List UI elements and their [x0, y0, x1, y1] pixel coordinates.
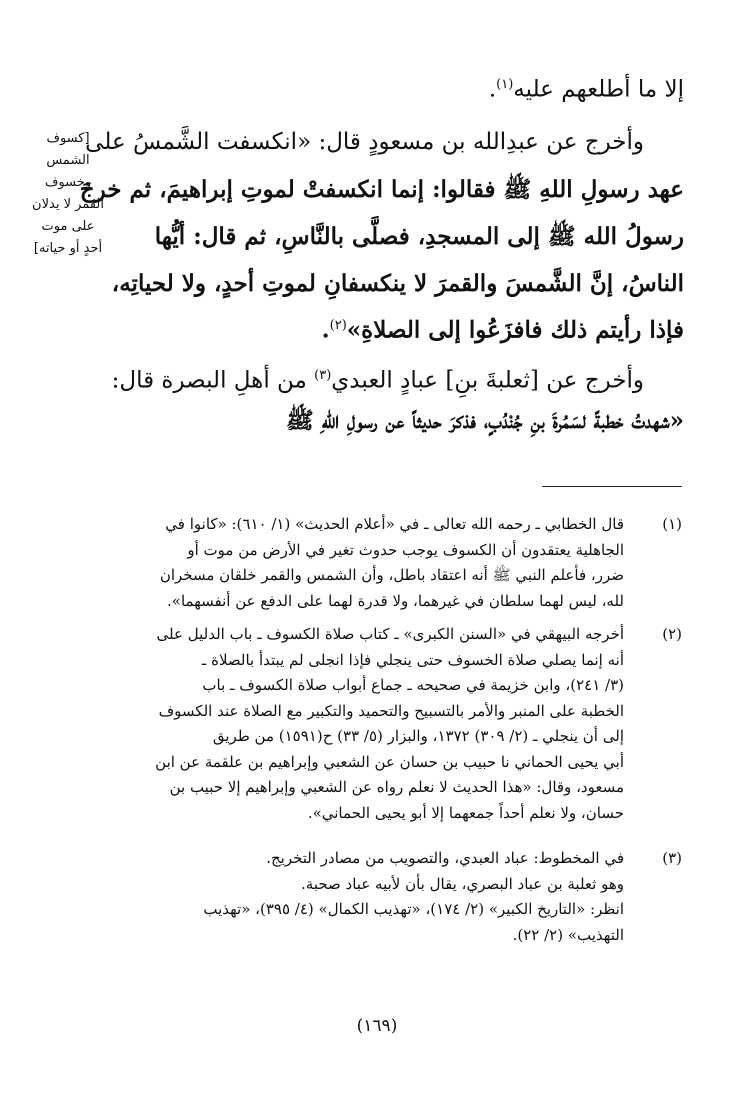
footnote-line: التهذيب» (٢/ ٢٢). [512, 925, 624, 944]
footnote-number: (١) [662, 515, 682, 533]
main-text-line: إلا ما أطلعهم عليه$^{(١)}$. [488, 76, 684, 103]
footnote-line: حسان، ولا نعلم أحداً جمعهما إلا أبو يحيى الحماني». [307, 803, 624, 822]
main-text-line: الناسُ، إنَّ الشَّمسَ والقمرَ لا ينكسفانِ لموتِ أحدٍ، ولا لحياتِه، [111, 270, 684, 297]
footnote-line: أبي يحيى الحماني نا حبيب بن حسان عن الشعبي وإبراهيم بن علقمة عن ابن [155, 752, 624, 771]
main-text-line: «شهدتُ خطبةً لسَمُرةَ بنِ جُنْدُبٍ، فذكرَ حديثاً عن رسولِ اللهِ ﷺ [285, 407, 684, 434]
footnote [64, 622, 684, 832]
footnote-body [44, 846, 624, 948]
footnote-line: في المخطوط: عباد العبدي، والتصويب من مصادر التخريج. [266, 849, 624, 867]
footnote-line: وهو ثعلبة بن عباد البصري، يقال بأن لأبيه عباد صحبة. [301, 874, 624, 893]
main-text-line: عهد رسولِ اللهِ ﷺ فقالوا: إنما انكسفتْ لموتِ إبراهيمَ، ثم خرجَ [79, 176, 684, 203]
footnote-line: أخرجه البيهقي في «السنن الكبرى» ـ كتاب صلاة الكسوف ـ باب الدليل على [156, 625, 624, 643]
margin-note [22, 128, 114, 260]
footnote-ref: (١) [496, 77, 514, 92]
footnote-body [44, 512, 624, 614]
footnote-line: الجاهلية يعتقدون أن الكسوف يوجب حدوث تغير في الأرض من موت أو [187, 540, 624, 559]
margin-note-line: الشمس [46, 153, 90, 168]
footnote-line: قال الخطابي ـ رحمه الله تعالى ـ في «أعلام الحديث» (١/ ٦١٠): «كانوا في [165, 515, 624, 533]
footnote-line: أنه إنما يصلي صلاة الخسوف حتى ينجلي فإذا انجلى لم يبتدأ بالصلاة ـ [201, 650, 624, 669]
footnote-number: (٢) [662, 625, 682, 643]
footnote-line: إلى أن ينجلي ـ (٢/ ٣٠٩) ١٣٧٢، والبزار (٥/ ٣٣) ح(١٥٩١) من طريق [212, 727, 624, 745]
footnote-number: (٣) [662, 849, 682, 867]
margin-note-line: أحدٍ أو حياته] [33, 241, 103, 256]
main-text-line: وأخرج عن عبدِالله بن مسعودٍ قال: «انكسفت الشَّمسُ على [85, 129, 644, 155]
footnote-line: انظر: «التاريخ الكبير» (٢/ ١٧٤)، «تهذيب الكمال» (٤/ ٣٩٥)، «تهذيب [203, 900, 624, 918]
margin-note-line: القمر لا يدلان [32, 197, 104, 212]
footnote [64, 846, 684, 956]
margin-note-line: وخسوف [44, 175, 92, 190]
page-number: (١٦٩) [356, 1016, 398, 1036]
footnote-line: الخطبة على المنبر والأمر بالتسبيح والتحميد والتكبير مع الصلاة عند الكسوف [158, 701, 624, 720]
footnote-separator [542, 486, 682, 487]
main-text-line: رسولُ الله ﷺ إلى المسجدِ، فصلَّى بالنَّاسِ، ثم قال: أيُّها [154, 223, 684, 250]
footnote-line: ضرر، فأعلم النبي ﷺ أنه اعتقاد باطل، وأن الشمس والقمر خلقان مسخران [159, 566, 624, 584]
footnote [64, 512, 684, 616]
footnote-ref: (٣) [314, 368, 332, 383]
margin-note-line: على موت [41, 219, 95, 234]
footnote-body [44, 622, 624, 826]
main-text-line: فإذا رأيتم ذلك فافزَعُوا إلى الصلاةِ»$^{(٢)}$. [321, 316, 684, 344]
footnote-line: لله، ليس لهما سلطان في غيرهما، ولا قدرة لهما على الدفع عن أنفسهما». [167, 591, 624, 610]
footnote-ref: (٢) [329, 318, 347, 333]
footnote-line: (٣/ ٢٤١)، وابن خزيمة في صحيحه ـ جماع أبواب صلاة الكسوف ـ باب [202, 676, 624, 694]
margin-note-line: [كسوف [46, 131, 90, 146]
main-text-line: وأخرج عن [ثعلبةَ بنِ] عبادٍ العبدي$^{(٣)}$ من أهلِ البصرة قال: [111, 367, 644, 394]
footnote-line: مسعود، وقال: «هذا الحديث لا نعلم رواه عن الشعبي وإبراهيم إلا حبيب بن [169, 778, 624, 796]
